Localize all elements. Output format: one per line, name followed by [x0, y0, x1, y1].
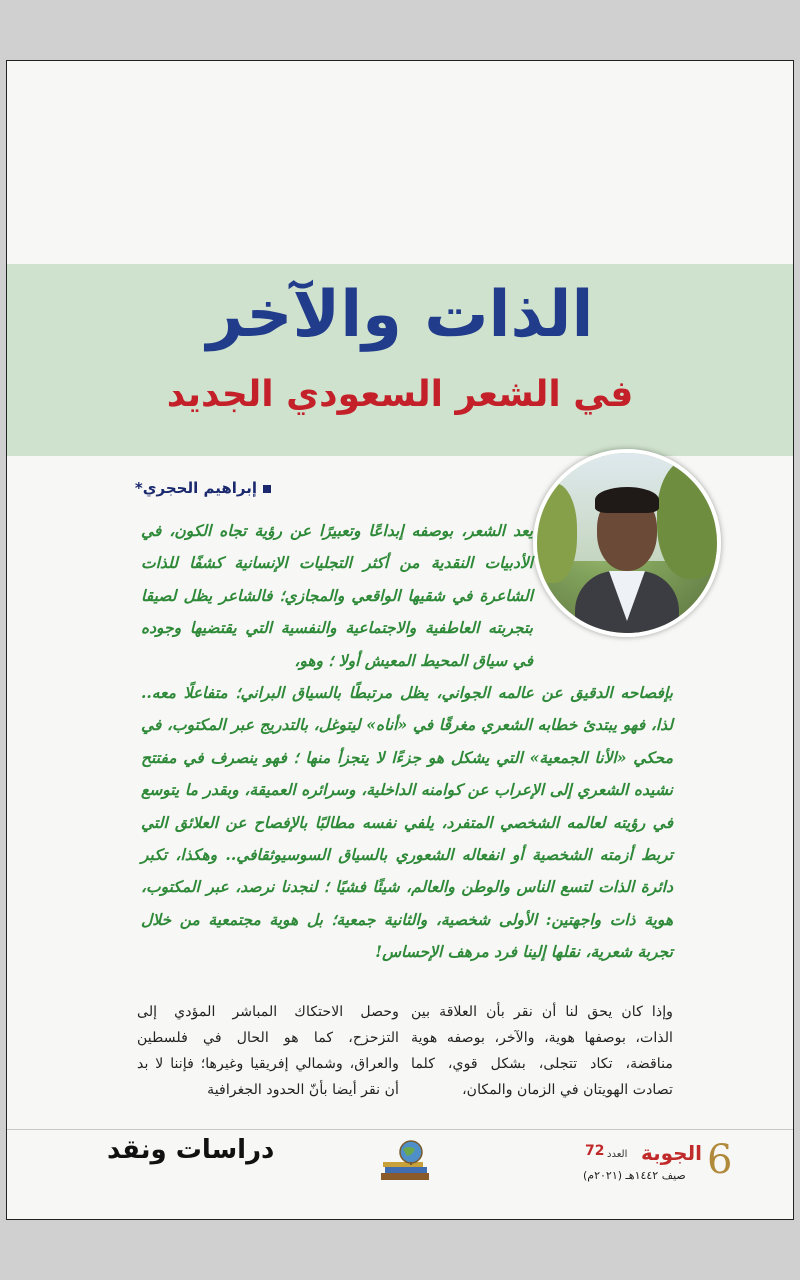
section-name: دراسات ونقد [107, 1135, 275, 1165]
author-name: إبراهيم الحجري* [134, 479, 257, 497]
magazine-name: الجوبة [641, 1141, 702, 1165]
footer-divider [7, 1129, 793, 1130]
issue-season: صيف ١٤٤٢هـ (٢٠٢١م) [583, 1169, 686, 1182]
page-number: 6 [707, 1137, 733, 1183]
article-title: الذات والآخر [206, 278, 594, 352]
issue-number: 72 [585, 1143, 605, 1159]
body-column-left: وحصل الاحتكاك المباشر المؤدي إلى التزحزح، كما هو الحال في فلسطين والعراق، وشمالي إفريقيا وغيرها؛ فإننا لا بد أن نقر أيضا بأنّ الحدود الجغرافية [137, 1004, 399, 1098]
author-byline [135, 479, 271, 497]
body-column-right: وإذا كان يحق لنا أن نقر بأن العلاقة بين الذات، بوصفها هوية، والآخر، بوصفه هوية مناقضة، تكاد تتجلى، بشكل قوي، كلما تصادت الهويتان في الزمان والمكان، [411, 1004, 673, 1098]
viewer-bottom-bar [0, 1222, 800, 1280]
intro-paragraph-part1: يعد الشعر، بوصفه إبداعًا وتعبيرًا عن رؤية تجاه الكون، في الأدبيات النقدية من أكثر التجليات الإنسانية كشفًا للذات الشاعرة في شقيها الواقعي والمجازي؛ فالشاعر يظل لصيقا بتجربته العاطفية والاجتماعية والنفسية التي يقتضيها وجوده في سياق المحيط المعيش أولا ؛ وهو، [141, 521, 533, 670]
viewer-top-bar [0, 0, 800, 58]
magazine-page [6, 60, 794, 1220]
bullet-square-icon [263, 485, 271, 493]
intro-paragraph-part2: بإفصاحه الدقيق عن عالمه الجواني، يظل مرتبطًا بالسياق البراني؛ متفاعلًا معه.. لذا، فهو يبتدئ خطابه الشعري مغرقًا في «أناه» ليتوغل، بالتدريج عبر المكتوب، في محكي «الأنا الجمعية» التي يشكل هو جزءًا لا يتجزأ منها ؛ فهو ينصرف في مفتتح نشيده الشعري إلى الإعراب عن كوامنه الداخلية، وسرائره العميقة، وبقدر ما يتوسع في رؤيته لعالمه الشخصي المتفرد، يلفي نفسه مطالبًا بالإفصاح عن العلائق التي تربط أزمته الشخصية أو انفعاله الشعوري بالسياق السوسيوثقافي.. وهكذا، تكبر دائرة الذات لتسع الناس والوطن والعالم، شيئًا فشيًا ؛ لنجدنا نرصد، عبر المكتوب، هوية ذات واجهتين: الأولى شخصية، والثانية جمعية؛ بل هوية مجتمعية من خلال تجربة شعرية، نقلها إلينا فرد مرهف الإحساس! [141, 683, 673, 962]
article-subtitle: في الشعر السعودي الجديد [166, 374, 634, 415]
issue-label: العدد [607, 1149, 628, 1160]
books-globe-icon [375, 1139, 435, 1185]
author-photo [533, 449, 721, 637]
